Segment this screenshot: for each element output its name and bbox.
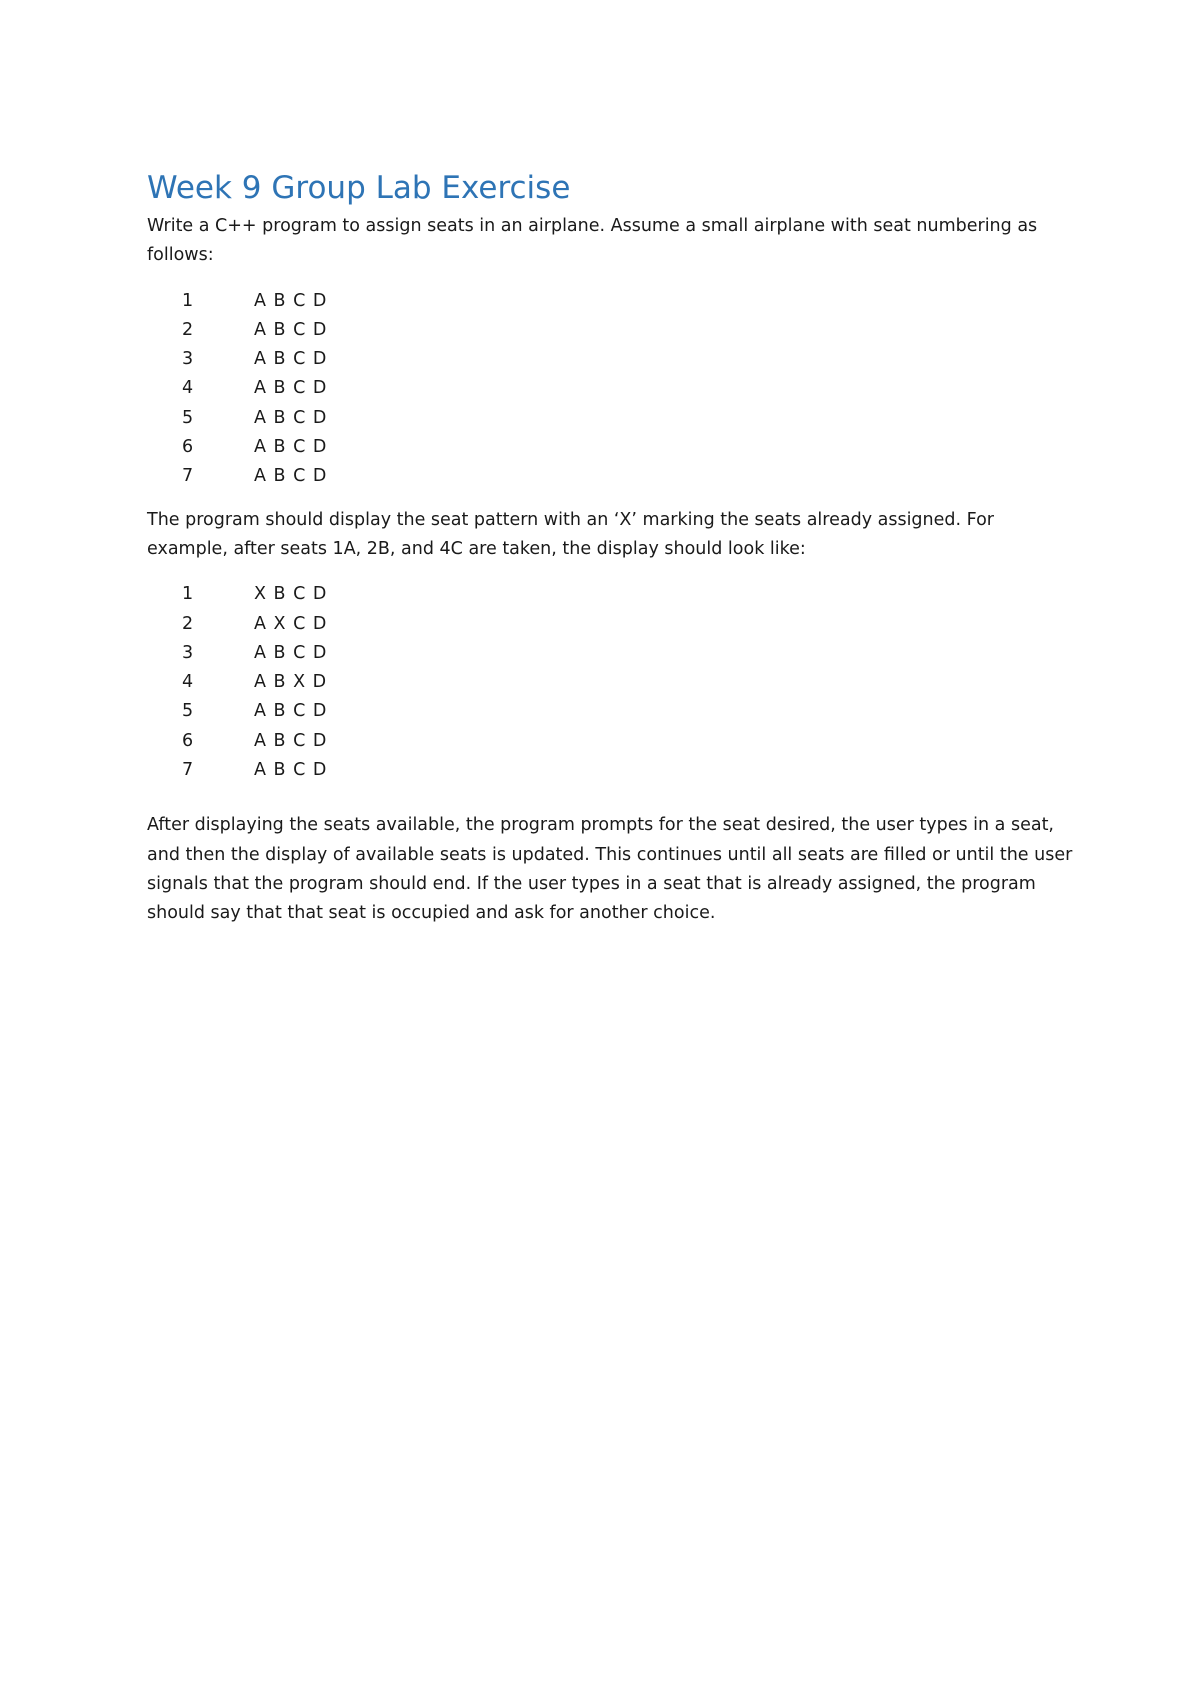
document-body [147,168,1077,929]
row-seats: A B C D [254,437,328,458]
row-number: 7 [182,760,194,781]
row-number: 1 [182,584,194,605]
seat-row [182,462,1077,491]
seat-row [182,727,1077,756]
seat-row [182,610,1077,639]
row-number: 6 [182,437,194,458]
seat-row [182,639,1077,668]
row-number: 5 [182,701,194,722]
row-seats: A B C D [254,760,328,781]
row-seats: A B C D [254,730,328,751]
row-number: 2 [182,613,194,634]
seat-row [182,404,1077,433]
row-seats: A B X D [254,672,328,693]
row-seats: A B C D [254,319,328,340]
row-seats: A B C D [254,466,328,487]
row-number: 7 [182,466,194,487]
row-seats: A B C D [254,378,328,399]
row-number: 2 [182,319,194,340]
seat-row [182,287,1077,316]
seat-row [182,756,1077,785]
page-title: Week 9 Group Lab Exercise [147,170,571,206]
closing-paragraph: After displaying the seats available, the program prompts for the seat desired, the user types in a seat, and then the display of available seats is updated. This continues until all seats are filled or until the user signals that the program should end. If the user types in a seat that is already assigned, the program should say that that seat is occupied and ask for another choice. [147,815,1073,924]
row-number: 4 [182,378,194,399]
row-seats: A B C D [254,349,328,370]
row-seats: A B C D [254,701,328,722]
row-number: 4 [182,672,194,693]
row-number: 1 [182,290,194,311]
row-seats: A X C D [254,613,328,634]
row-seats: A B C D [254,290,328,311]
row-number: 5 [182,407,194,428]
row-number: 6 [182,730,194,751]
row-number: 3 [182,642,194,663]
seat-row [182,374,1077,403]
row-seats: A B C D [254,642,328,663]
row-seats: X B C D [254,584,328,605]
row-number: 3 [182,349,194,370]
seat-row [182,345,1077,374]
seat-row [182,668,1077,697]
seat-row [182,697,1077,726]
seating-chart-example [147,580,1077,785]
seat-row [182,433,1077,462]
seating-chart-initial [147,287,1077,492]
seat-row [182,316,1077,345]
seat-row [182,580,1077,609]
middle-paragraph: The program should display the seat pattern with an ‘X’ marking the seats already assigned. For example, after seats 1A, 2B, and 4C are taken, the display should look like: [147,509,994,559]
row-seats: A B C D [254,407,328,428]
intro-paragraph: Write a C++ program to assign seats in an airplane. Assume a small airplane with seat numbering as follows: [147,216,1038,266]
